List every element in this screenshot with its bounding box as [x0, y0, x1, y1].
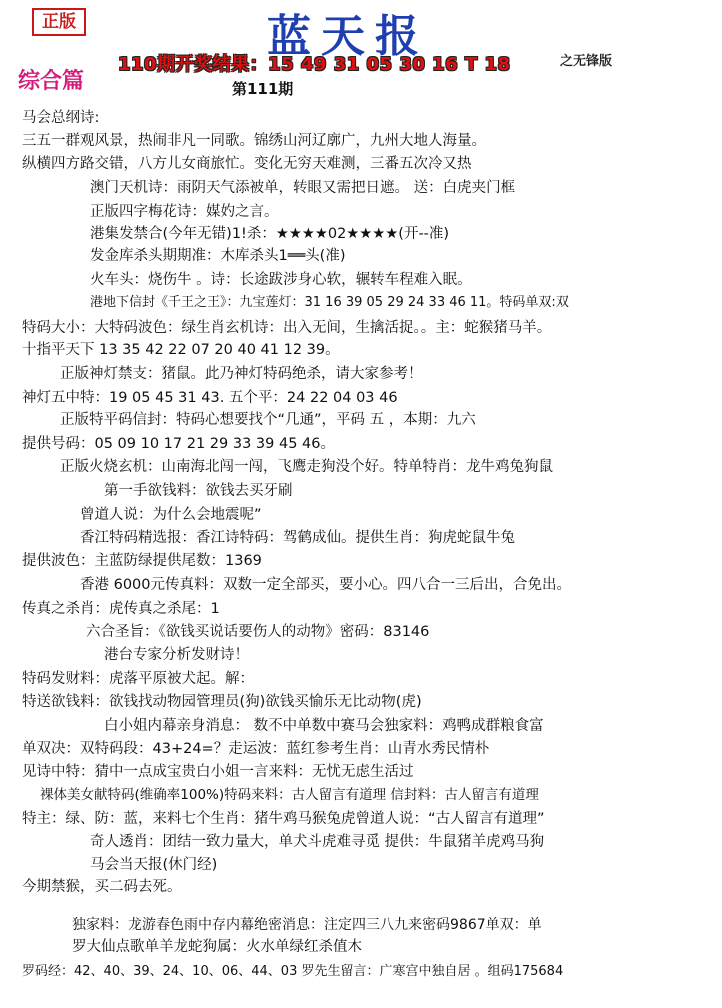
- text-line: 正版神灯禁支：猪鼠。此乃神灯特码绝杀，请大家参考！: [60, 366, 423, 382]
- text-line: 奇人透肖：团结一致力量大，单犬斗虎难寻觅 提供：牛鼠猪羊虎鸡马狗: [90, 834, 545, 850]
- text-line: 罗码经：42、40、39、24、10、06、44、03 罗先生留言：广寒宫中独自居 。组码175684: [22, 964, 564, 979]
- text-line: 今期禁猴，买二码去死。: [22, 879, 182, 895]
- text-line: 裸体美女献特码(维确率100%)特码来料：古人留言有道理 信封料：古人留言有道理: [40, 787, 539, 803]
- text-line: 发金库杀头期期准：木库杀头1══头(准): [90, 248, 346, 264]
- text-line: 曾道人说：为什么会地震呢”: [80, 507, 262, 523]
- page-title: 蓝天报: [267, 11, 429, 62]
- text-line: 六合圣旨：《欲钱买说话要伤人的动物》密码：83146: [86, 624, 430, 640]
- text-line: 罗大仙点歌单羊龙蛇狗属：火水单绿红杀值木: [72, 939, 362, 955]
- text-line: 马会当天报(休门经): [90, 857, 218, 873]
- text-line: 马会总纲诗:: [22, 110, 100, 126]
- text-line: 正版特平码信封：特码心想要找个“几通”，平码 五 ，本期：九六: [60, 412, 476, 428]
- edition-badge: 正版: [32, 8, 86, 36]
- text-line: 提供波色：主蓝防绿提供尾数：1369: [22, 553, 262, 569]
- text-line: 第一手欲钱料：欲钱去买牙刷: [104, 483, 293, 499]
- draw-result: 110期开奖结果：15 49 31 05 30 16 T 18: [118, 54, 511, 75]
- text-line: 香江特码精选报：香江诗特码：驾鹤成仙。提供生肖：狗虎蛇鼠牛兔: [80, 530, 515, 546]
- text-line: 特码发财料：虎落平原被犬起。解：: [22, 671, 254, 687]
- text-line: 港台专家分析发财诗！: [104, 647, 249, 663]
- text-line: 港集发禁合(今年无错)1!杀：★★★★02★★★★(开--准): [90, 226, 450, 242]
- section-title: 综合篇: [18, 69, 85, 94]
- edition-label: 之无锋版: [560, 54, 613, 69]
- text-line: 提供号码：05 09 10 17 21 29 33 39 45 46。: [22, 436, 335, 452]
- text-line: 香港 6000元传真料：双数一定全部买，要小心。四八合一三后出，合免出。: [80, 577, 572, 593]
- text-line: 独家料：龙游春色雨中存内幕绝密消息：注定四三八九来密码9867单双：单: [72, 917, 542, 933]
- text-line: 传真之杀肖：虎传真之杀尾：1: [22, 601, 220, 617]
- text-line: 特主：绿、防：蓝，来料七个生肖：猪牛鸡马猴兔虎曾道人说：“古人留言有道理”: [22, 811, 545, 827]
- text-line: 十指平天下 13 35 42 22 07 20 40 41 12 39。: [22, 342, 340, 358]
- text-line: 正版火烧玄机：山南海北闯一闯，飞鹰走狗没个好。特单特肖：龙牛鸡兔狗鼠: [60, 459, 553, 475]
- text-line: 澳门天机诗：雨阴天气添被单，转眼又需把日遮。 送：白虎夹门框: [90, 180, 516, 196]
- text-line: 正版四字梅花诗：媒妁之言。: [90, 204, 279, 220]
- issue-number: 第111期: [232, 80, 294, 98]
- text-line: 特码大小：大特码波色：绿生肖玄机诗：出入无间，生擒活捉。。主：蛇猴猪马羊。: [22, 320, 552, 336]
- text-line: 神灯五中特：19 05 45 31 43. 五个平：24 22 04 03 46: [22, 390, 398, 406]
- text-line: 单双决：双特码段：43+24=？走运波：蓝红参考生肖：山青水秀民情朴: [22, 741, 490, 757]
- text-line: 特送欲钱料：欲钱找动物园管理员(狗)欲钱买愉乐无比动物(虎): [22, 694, 422, 710]
- text-line: 火车头：烧伤牛 。诗：长途跋涉身心软，辗转车程难入眠。: [90, 272, 472, 288]
- text-line: 港地下信封《千王之王》：九宝莲灯：31 16 39 05 29 24 33 46 11。特码单双:双: [90, 295, 569, 310]
- text-line: 三五一群观风景，热闹非凡一同歌。锦绣山河辽廓广，九州大地人海量。: [22, 133, 486, 149]
- text-line: 纵横四方路交错，八方儿女商旅忙。变化无穷天难测，三番五次冷又热: [22, 156, 472, 172]
- text-line: 见诗中特：猜中一点成宝贵白小姐一言来料：无忧无虑生活过: [22, 764, 414, 780]
- text-line: 白小姐内幕亲身消息： 数不中单数中赛马会独家料：鸡鸭成群粮食富: [104, 718, 544, 734]
